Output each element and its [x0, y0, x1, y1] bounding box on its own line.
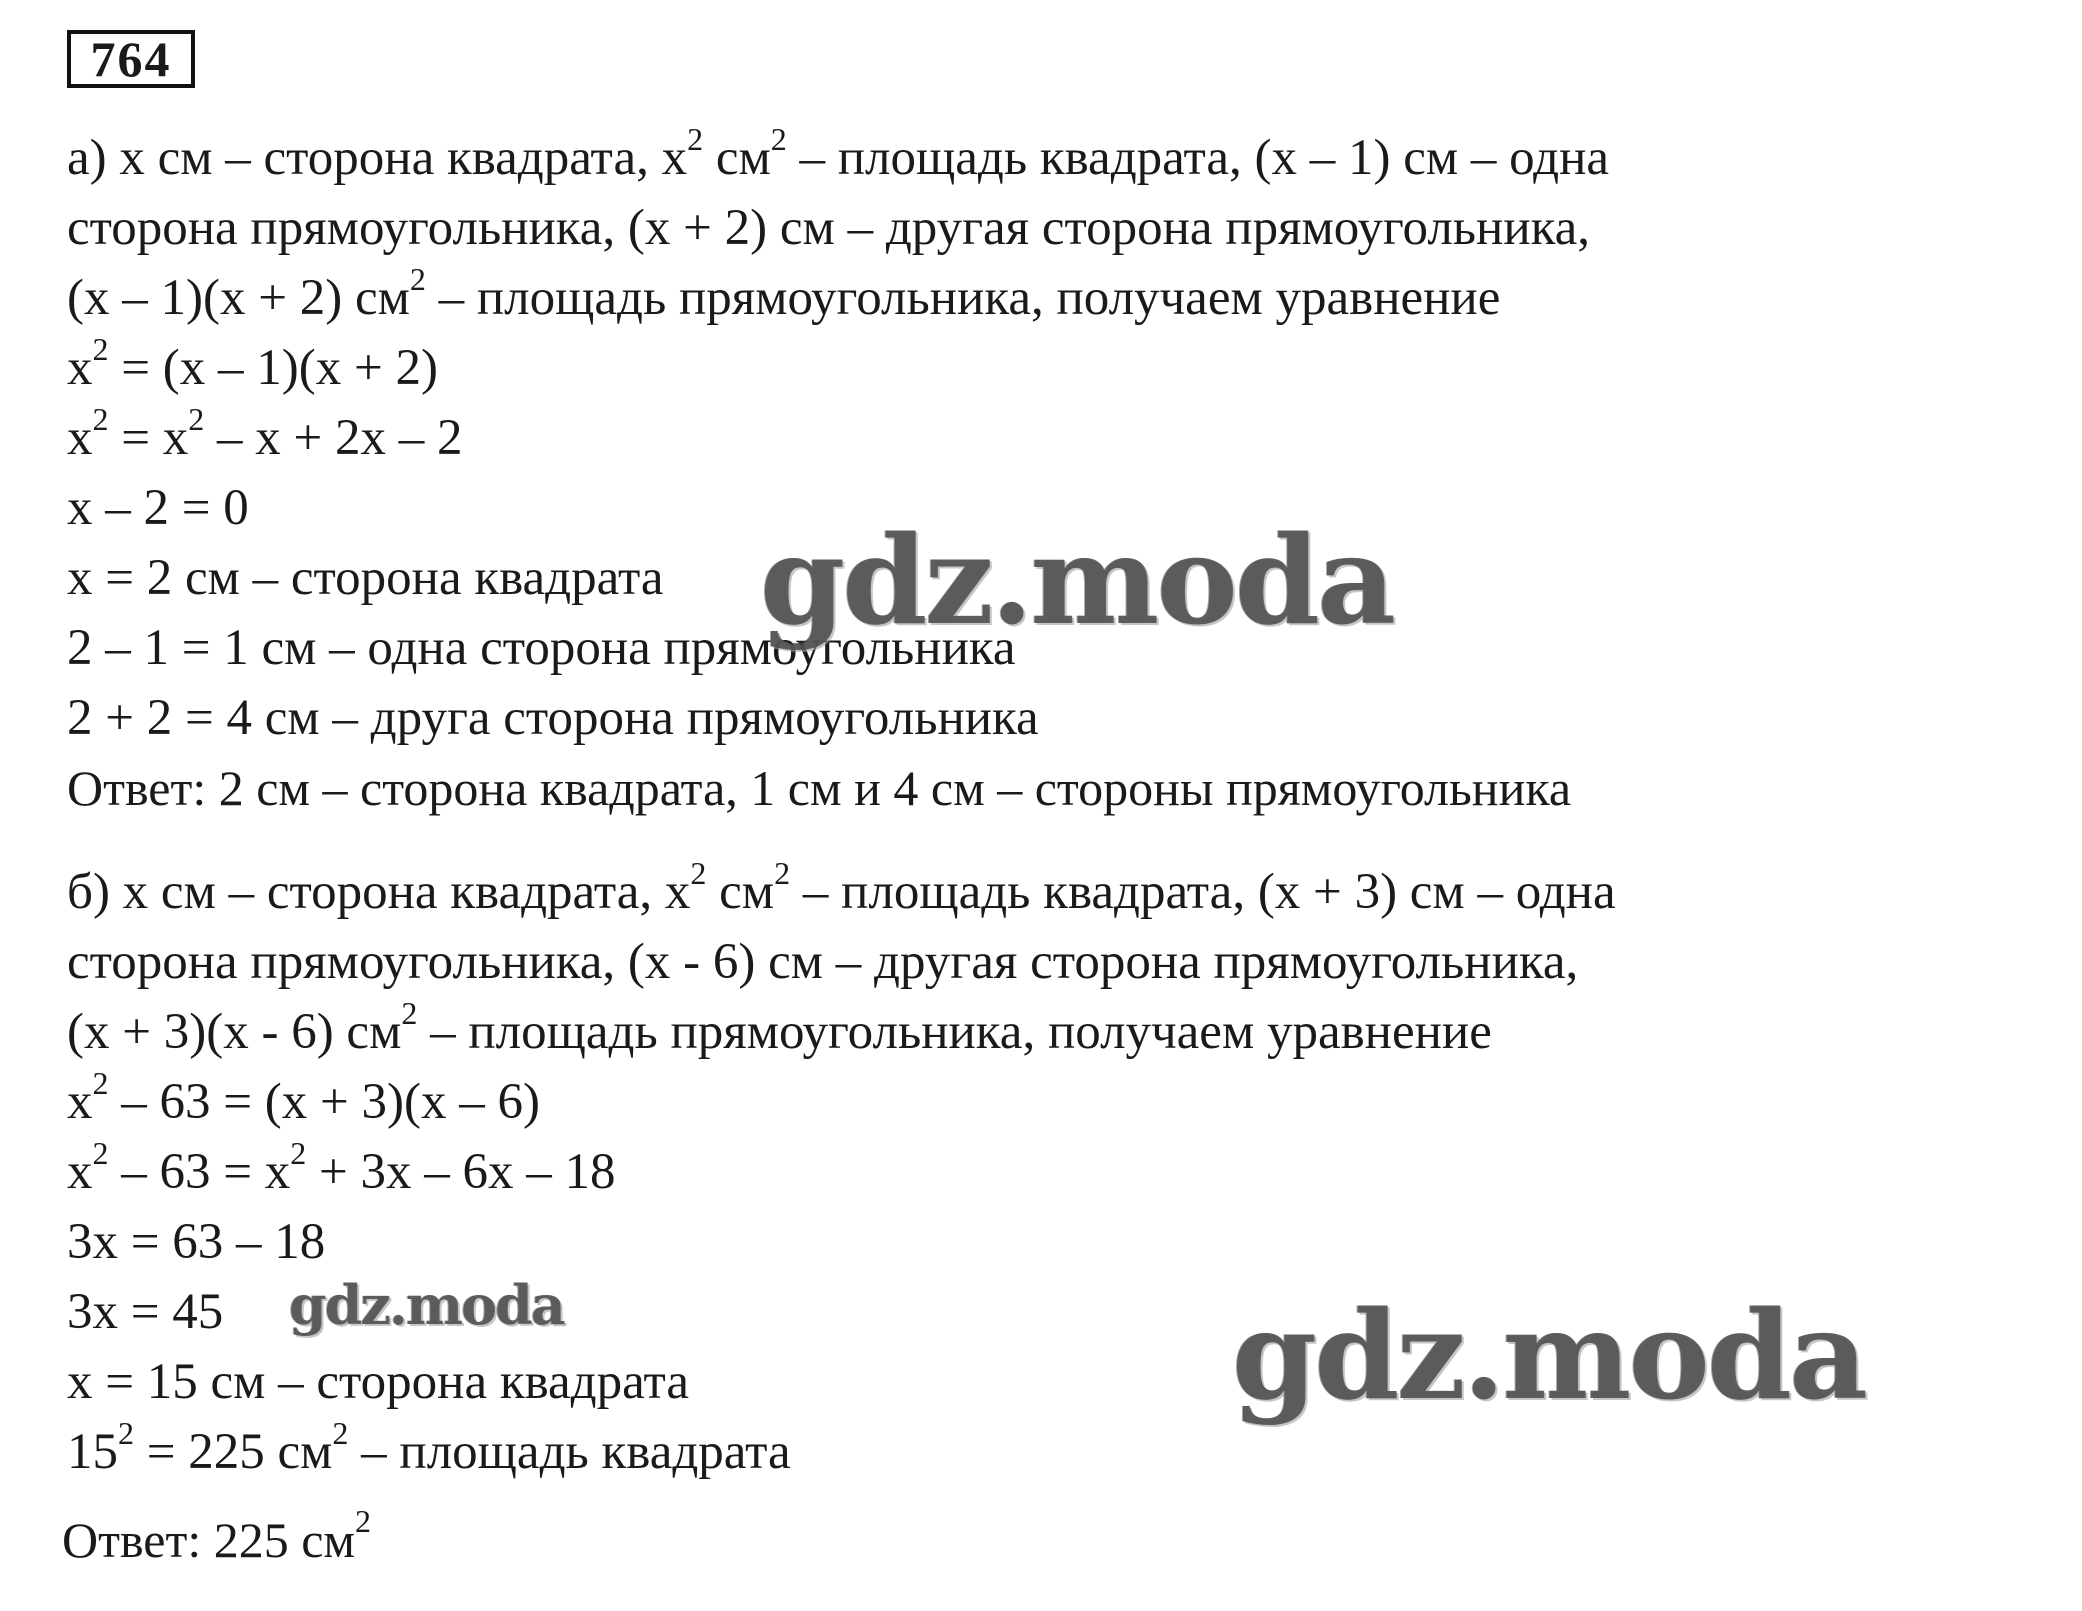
superscript: 2 [690, 855, 707, 891]
text: 15 [67, 1424, 118, 1480]
text: – площадь квадрата, (x – 1) см – одна [786, 130, 1610, 186]
superscript: 2 [687, 121, 704, 157]
part-a-equation-2 [67, 401, 463, 468]
superscript: 2 [92, 1065, 109, 1101]
part-b-answer [62, 1503, 372, 1570]
part-a-line-1 [67, 121, 1610, 188]
text: – площадь квадрата, (x + 3) см – одна [790, 864, 1616, 920]
part-a-equation-6: 2 + 2 = 4 см – друга сторона прямоугольника [67, 690, 1039, 746]
superscript: 2 [401, 995, 418, 1031]
superscript: 2 [92, 1135, 109, 1171]
text: а) x см – сторона квадрата, x [67, 130, 688, 186]
text: – x + 2x – 2 [204, 410, 463, 466]
superscript: 2 [290, 1135, 307, 1171]
superscript: 2 [188, 401, 205, 437]
part-b-equation-1 [67, 1065, 540, 1132]
superscript: 2 [409, 261, 426, 297]
text: (x – 1)(x + 2) см [67, 270, 410, 326]
text: – 63 = (x + 3)(x – 6) [108, 1074, 540, 1130]
watermark: gdz.moda [760, 508, 1394, 652]
part-a-equation-5: 2 – 1 = 1 см – одна сторона прямоугольника [67, 620, 1016, 676]
text: = (x – 1)(x + 2) [108, 340, 438, 396]
part-a-equation-3: x – 2 = 0 [67, 480, 249, 536]
text: x [67, 340, 93, 396]
text: = x [108, 410, 189, 466]
text: Ответ: 225 см [62, 1512, 356, 1568]
text: x [67, 410, 93, 466]
part-a-answer: Ответ: 2 см – сторона квадрата, 1 см и 4 см – стороны прямоугольника [67, 760, 1572, 816]
text: б) x см – сторона квадрата, x [67, 864, 691, 920]
superscript: 2 [355, 1503, 372, 1539]
watermark: gdz.moda [289, 1273, 564, 1337]
superscript: 2 [118, 1415, 134, 1451]
text: см [703, 130, 771, 186]
text: (x + 3)(x - 6) см [67, 1004, 402, 1060]
text: – площадь прямоугольника, получаем уравнение [425, 270, 1501, 326]
text: – 63 = x [108, 1144, 291, 1200]
part-a-line-2: сторона прямоугольника, (x + 2) см – другая сторона прямоугольника, [67, 200, 1591, 256]
text: – площадь квадрата [348, 1424, 791, 1480]
part-b-equation-6 [67, 1415, 791, 1482]
part-a-equation-4: x = 2 см – сторона квадрата [67, 550, 664, 606]
text: см [706, 864, 775, 920]
superscript: 2 [92, 331, 109, 367]
text: x [67, 1074, 93, 1130]
part-b-equation-3: 3x = 63 – 18 [67, 1214, 326, 1270]
part-a-equation-1 [67, 331, 438, 398]
text: = 225 см [134, 1424, 333, 1480]
part-b-equation-5: x = 15 см – сторона квадрата [67, 1354, 689, 1410]
superscript: 2 [770, 121, 787, 157]
part-b-line-3 [67, 995, 1492, 1062]
part-b-line-1 [67, 855, 1616, 922]
part-a-line-3 [67, 261, 1501, 328]
superscript: 2 [92, 401, 109, 437]
superscript: 2 [332, 1415, 349, 1451]
part-b-line-2: сторона прямоугольника, (x - 6) см – другая сторона прямоугольника, [67, 934, 1579, 990]
text: – площадь прямоугольника, получаем уравнение [417, 1004, 1492, 1060]
text: + 3x – 6x – 18 [306, 1144, 616, 1200]
problem-number-box: 764 [67, 30, 195, 88]
text: x [67, 1144, 93, 1200]
superscript: 2 [774, 855, 791, 891]
watermark: gdz.moda [1232, 1283, 1866, 1427]
part-b-equation-2 [67, 1135, 616, 1202]
part-b-equation-4: 3x = 45 [67, 1284, 224, 1340]
